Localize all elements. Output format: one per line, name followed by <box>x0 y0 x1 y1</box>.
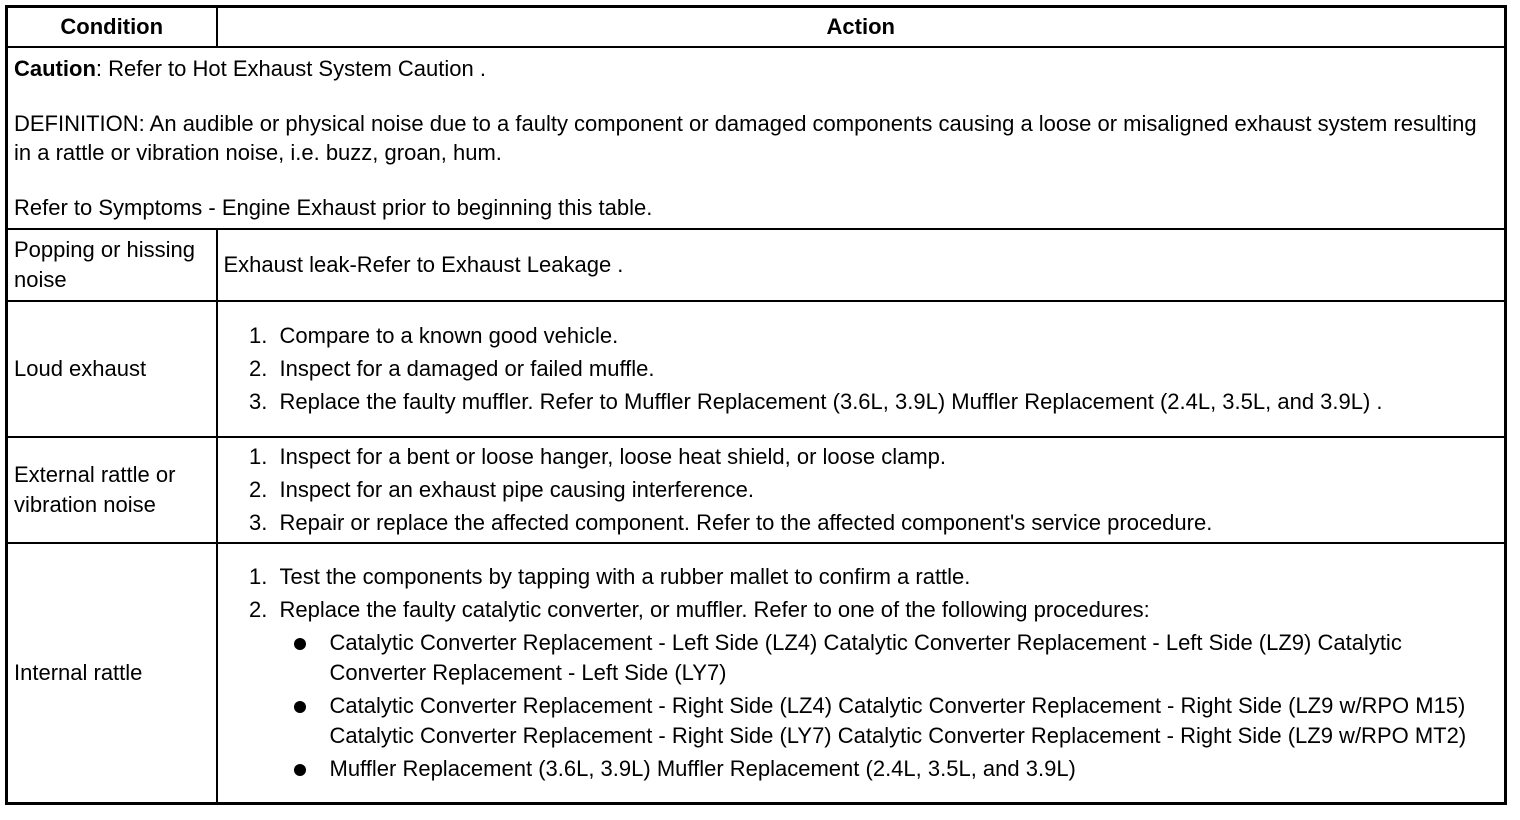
condition-cell: Loud exhaust <box>7 301 217 437</box>
procedure-item: Catalytic Converter Replacement - Right Side (LZ4) Catalytic Converter Replacement - Right Side (LZ9 w/RPO M15) Catalytic Converter Replacement - Right Side (LY7) Catalytic Converter Replacement - Right Side (LZ9 w/RPO MT2) <box>324 691 1499 751</box>
list-item: 1. Inspect for a bent or loose hanger, loose heat shield, or loose clamp. <box>274 442 1499 472</box>
condition-cell: External rattle or vibration noise <box>7 437 217 543</box>
procedure-item: Muffler Replacement (3.6L, 3.9L) Muffler Replacement (2.4L, 3.5L, and 3.9L) <box>324 754 1499 784</box>
action-cell <box>217 301 1506 437</box>
intro-cell <box>7 47 1506 229</box>
steps-list <box>224 442 1499 538</box>
refer-text: Refer to Symptoms - Engine Exhaust prior to beginning this table. <box>14 195 653 220</box>
procedures-list <box>280 628 1499 784</box>
procedure-item: Catalytic Converter Replacement - Left Side (LZ4) Catalytic Converter Replacement - Left Side (LZ9) Catalytic Converter Replacement - Left Side (LY7) <box>324 628 1499 688</box>
table-row <box>7 543 1506 804</box>
table-row <box>7 229 1506 301</box>
definition-text: DEFINITION: An audible or physical noise due to a faulty component or damaged components causing a loose or misaligned exhaust system resulting in a rattle or vibration noise, i.e. buzz, groan, hum. <box>14 111 1477 165</box>
caution-label: Caution <box>14 56 96 81</box>
steps-list <box>224 562 1499 784</box>
diagnostic-table <box>5 5 1507 805</box>
condition-cell: Popping or hissing noise <box>7 229 217 301</box>
action-header: Action <box>217 7 1506 48</box>
condition-cell: Internal rattle <box>7 543 217 804</box>
condition-header: Condition <box>7 7 217 48</box>
action-cell: Exhaust leak-Refer to Exhaust Leakage . <box>217 229 1506 301</box>
table-row <box>7 301 1506 437</box>
action-cell <box>217 437 1506 543</box>
list-item: 3. Repair or replace the affected component. Refer to the affected component's service procedure. <box>274 508 1499 538</box>
list-item: 2. Inspect for an exhaust pipe causing interference. <box>274 475 1499 505</box>
list-item: 2. Inspect for a damaged or failed muffle. <box>274 354 1499 384</box>
header-row <box>7 7 1506 48</box>
list-item: 3. Replace the faulty muffler. Refer to Muffler Replacement (3.6L, 3.9L) Muffler Replacement (2.4L, 3.5L, and 3.9L) . <box>274 387 1499 417</box>
table-row <box>7 437 1506 543</box>
list-item <box>274 595 1499 784</box>
steps-list <box>224 321 1499 417</box>
intro-row <box>7 47 1506 229</box>
caution-text: : Refer to Hot Exhaust System Caution . <box>95 56 486 81</box>
step-text: Replace the faulty catalytic converter, or muffler. Refer to one of the following procedures: <box>279 597 1150 622</box>
caution-line <box>14 54 1498 83</box>
action-cell <box>217 543 1506 804</box>
list-item: 1. Test the components by tapping with a rubber mallet to confirm a rattle. <box>274 562 1499 592</box>
list-item: 1. Compare to a known good vehicle. <box>274 321 1499 351</box>
